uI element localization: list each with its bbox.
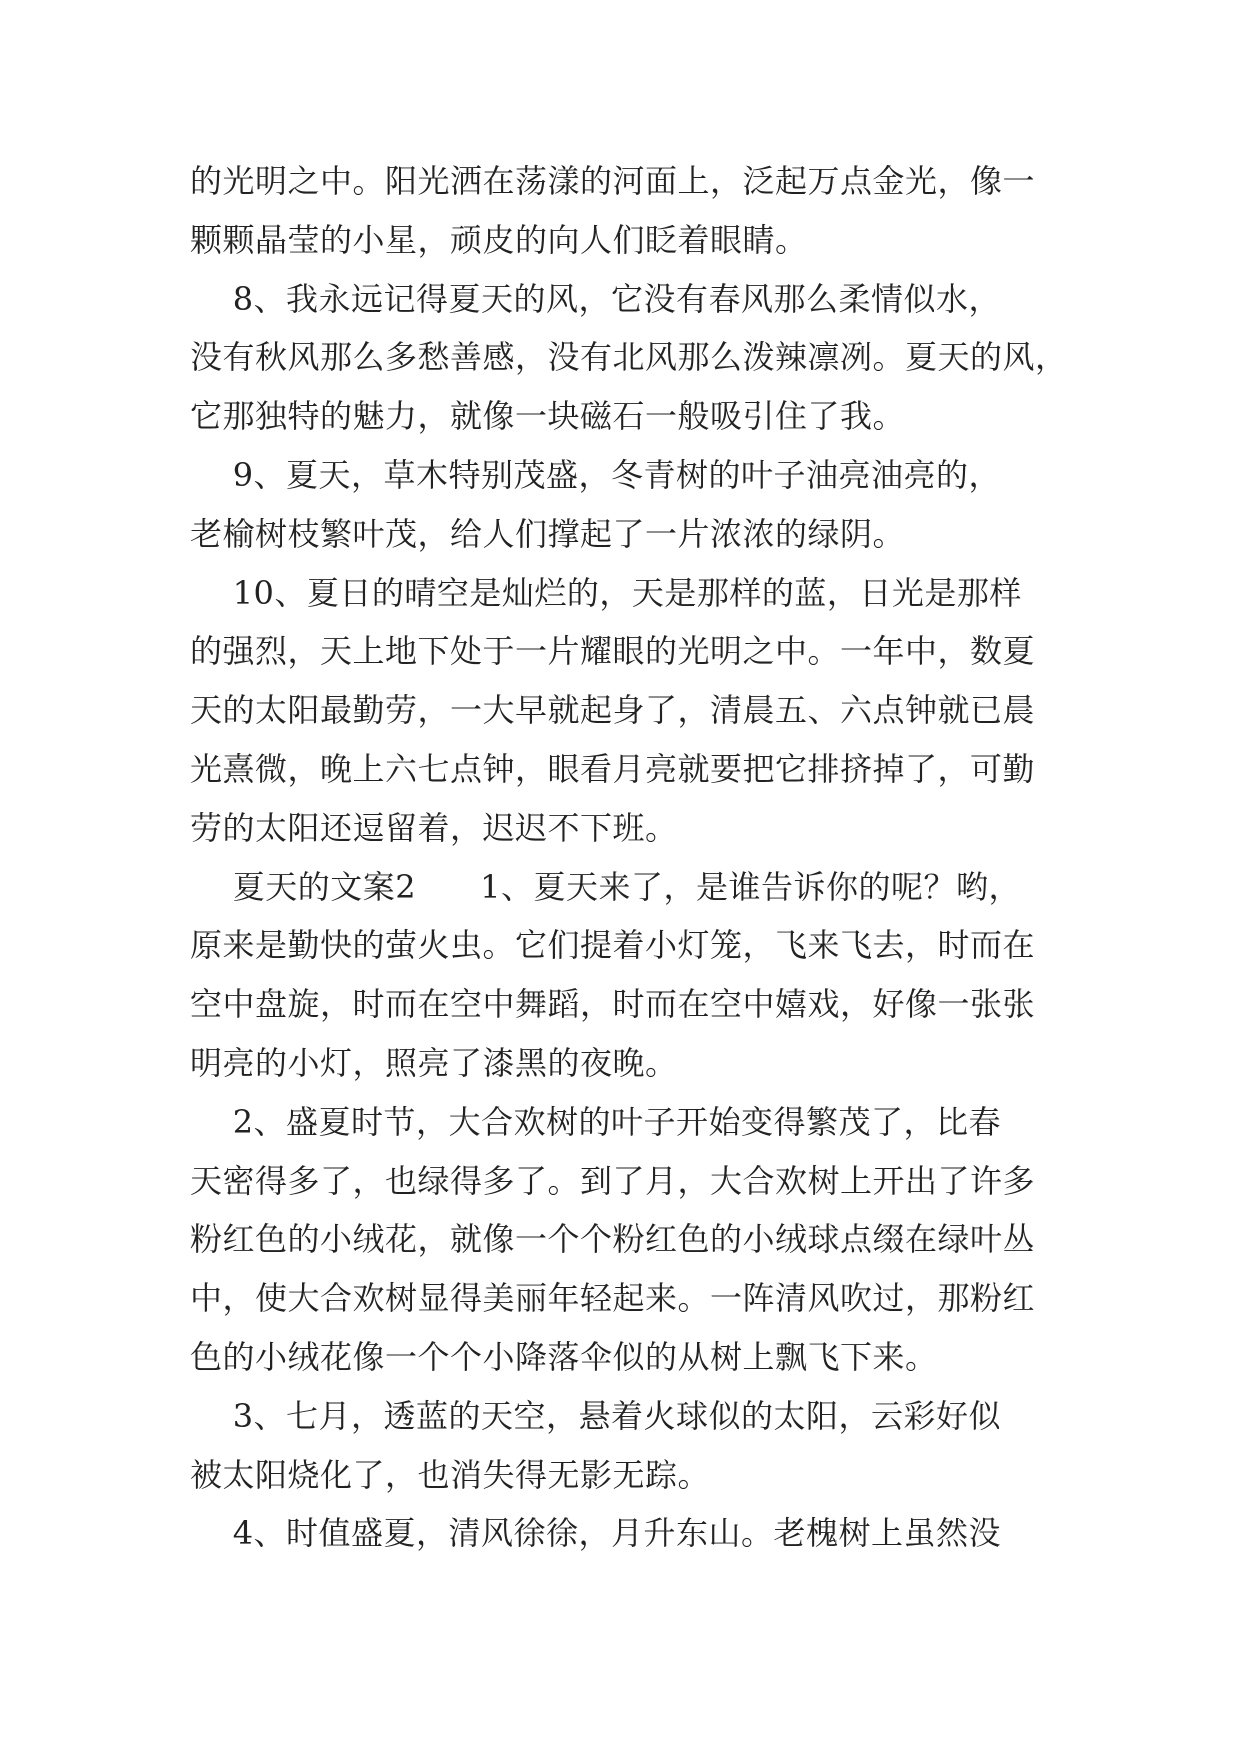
- text-line: 中，使大合欢树显得美丽年轻起来。一阵清风吹过，那粉红: [190, 1279, 1036, 1318]
- text-line: 色的小绒花像一个个小降落伞似的从树上飘飞下来。: [190, 1337, 938, 1376]
- text-line: 3、七月，透蓝的天空，悬着火球似的太阳，云彩好似: [190, 1396, 1002, 1435]
- text-line: 颗颗晶莹的小星，顽皮的向人们眨着眼睛。: [190, 220, 808, 259]
- text-line: 4、时值盛夏，清风徐徐，月升东山。老槐树上虽然没: [190, 1514, 1002, 1553]
- text-line: 2、盛夏时节，大合欢树的叶子开始变得繁茂了，比春: [190, 1102, 1002, 1141]
- text-line: 的光明之中。阳光洒在荡漾的河面上，泛起万点金光，像一: [190, 162, 1036, 200]
- text-line: 粉红色的小绒花，就像一个个粉红色的小绒球点缀在绿叶丛: [190, 1220, 1036, 1259]
- text-line: 光熹微，晚上六七点钟，眼看月亮就要把它排挤掉了，可勤: [190, 749, 1036, 788]
- text-line: 夏天的文案2 1、夏天来了，是谁告诉你的呢？哟，: [190, 867, 1021, 906]
- text-line: 8、我永远记得夏天的风，它没有春风那么柔情似水，: [190, 279, 1002, 318]
- text-line: 原来是勤快的萤火虫。它们提着小灯笼，飞来飞去，时而在: [190, 926, 1036, 965]
- text-line: 没有秋风那么多愁善感，没有北风那么泼辣凛冽。夏天的风，: [190, 338, 1068, 377]
- document-body: [190, 152, 1068, 1563]
- text-line: 被太阳烧化了，也消失得无影无踪。: [190, 1455, 711, 1494]
- text-line: 劳的太阳还逗留着，迟迟不下班。: [190, 808, 678, 847]
- text-line: 的强烈，天上地下处于一片耀眼的光明之中。一年中，数夏: [190, 632, 1036, 671]
- text-line: 9、夏天，草木特别茂盛，冬青树的叶子油亮油亮的，: [190, 455, 1002, 494]
- text-line: 天密得多了，也绿得多了。到了月，大合欢树上开出了许多: [190, 1161, 1036, 1200]
- text-line: 它那独特的魅力，就像一块磁石一般吸引住了我。: [190, 397, 906, 436]
- text-line: 老榆树枝繁叶茂，给人们撑起了一片浓浓的绿阴。: [190, 514, 906, 553]
- text-line: 10、夏日的晴空是灿烂的，天是那样的蓝，日光是那样: [190, 573, 1022, 612]
- text-line: 明亮的小灯，照亮了漆黑的夜晚。: [190, 1043, 678, 1082]
- text-line: 空中盘旋，时而在空中舞蹈，时而在空中嬉戏，好像一张张: [190, 985, 1036, 1024]
- text-line: 天的太阳最勤劳，一大早就起身了，清晨五、六点钟就已晨: [190, 691, 1036, 730]
